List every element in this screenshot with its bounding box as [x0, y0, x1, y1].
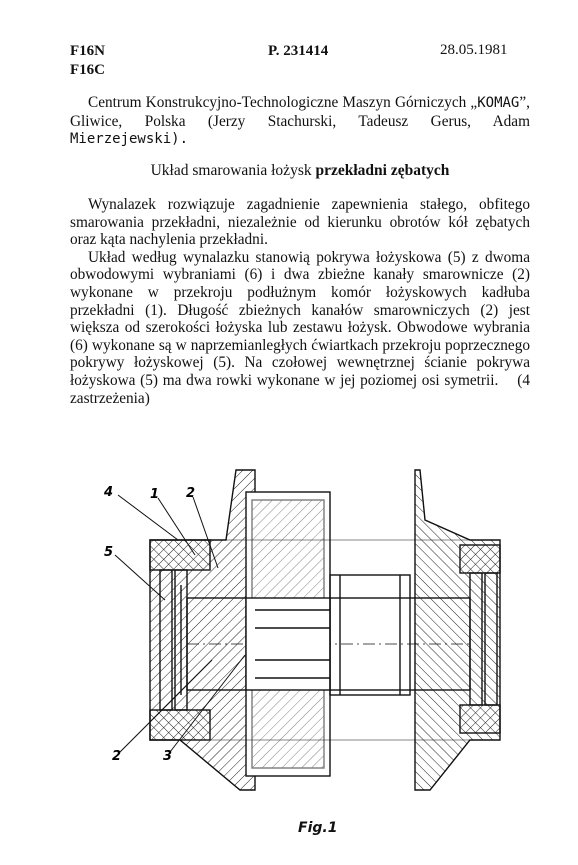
gearbox-section	[115, 470, 500, 790]
applicant-prefix: Centrum Konstrukcyjno-Technologiczne Maszyn Górniczych „	[88, 94, 478, 111]
applicant-middle: ”, Gliwice, Polska (Jerzy Stachurski, Tadeusz Gerus, Adam	[70, 94, 530, 130]
inventor-last-name: Mierzejewski).	[70, 131, 189, 148]
housing-left	[150, 470, 255, 790]
gear-hub	[246, 598, 330, 690]
figure-label-3: 3	[163, 749, 173, 764]
figure-label-4: 4	[104, 485, 114, 500]
abstract-paragraph-1: Wynalazek rozwiązuje zagadnienie zapewnienia stałego, obfitego smarowania przekładni, niezależnie od kierunku obrotów kół zębatych oraz kąta nachylenia przekładni.	[70, 196, 530, 249]
figure-caption: Fig.1	[298, 820, 338, 836]
filing-date: 28.05.1981	[440, 42, 508, 58]
figure-label-1: 1	[150, 487, 160, 502]
cover-right-bottom	[460, 705, 500, 733]
class-code-2: F16C	[70, 62, 105, 78]
leader-4	[118, 495, 178, 540]
class-code-1: F16N	[70, 43, 105, 59]
figure-label-5: 5	[104, 545, 114, 560]
pinion	[330, 575, 410, 695]
title-plain: Układ smarowania łożysk	[150, 162, 316, 179]
claims-count: (4 zastrzeżenia)	[70, 371, 530, 407]
figure-label-2-top: 2	[186, 486, 196, 501]
cover-right-top	[460, 545, 500, 573]
title-bold: przekładni zębatych	[315, 162, 450, 179]
cover-left-bottom	[150, 710, 210, 740]
cover-left-top	[150, 540, 210, 570]
housing-right	[415, 470, 500, 790]
figure-label-2-bottom: 2	[112, 749, 122, 764]
abstract-paragraph-2-text: Układ według wynalazku stanowią pokrywa łożyskowa (5) z dwoma obwodowymi wybraniami (6) i dwa zbieżne kanały smarownicze (2) wykonane w przekroju podłużnym komór łożyskowych kadłuba przekładni (1). Długość zbieżnych kanałów smarowniczych (2) jest większa od szerokości łożyska lub zestawu łożysk. Obwodowe wybrania (6) wykonane są w naprzemianległych ćwiartkach przekroju poprzecznego pokrywy łożyskowej (5). Na czołowej wewnętrznej ścianie pokrywa łożyskowa (5) ma dwa rowki wykonane w jej poziomej osi symetrii.	[70, 248, 530, 389]
patent-number: P. 231414	[268, 43, 329, 59]
company-name: KOMAG	[477, 95, 520, 111]
